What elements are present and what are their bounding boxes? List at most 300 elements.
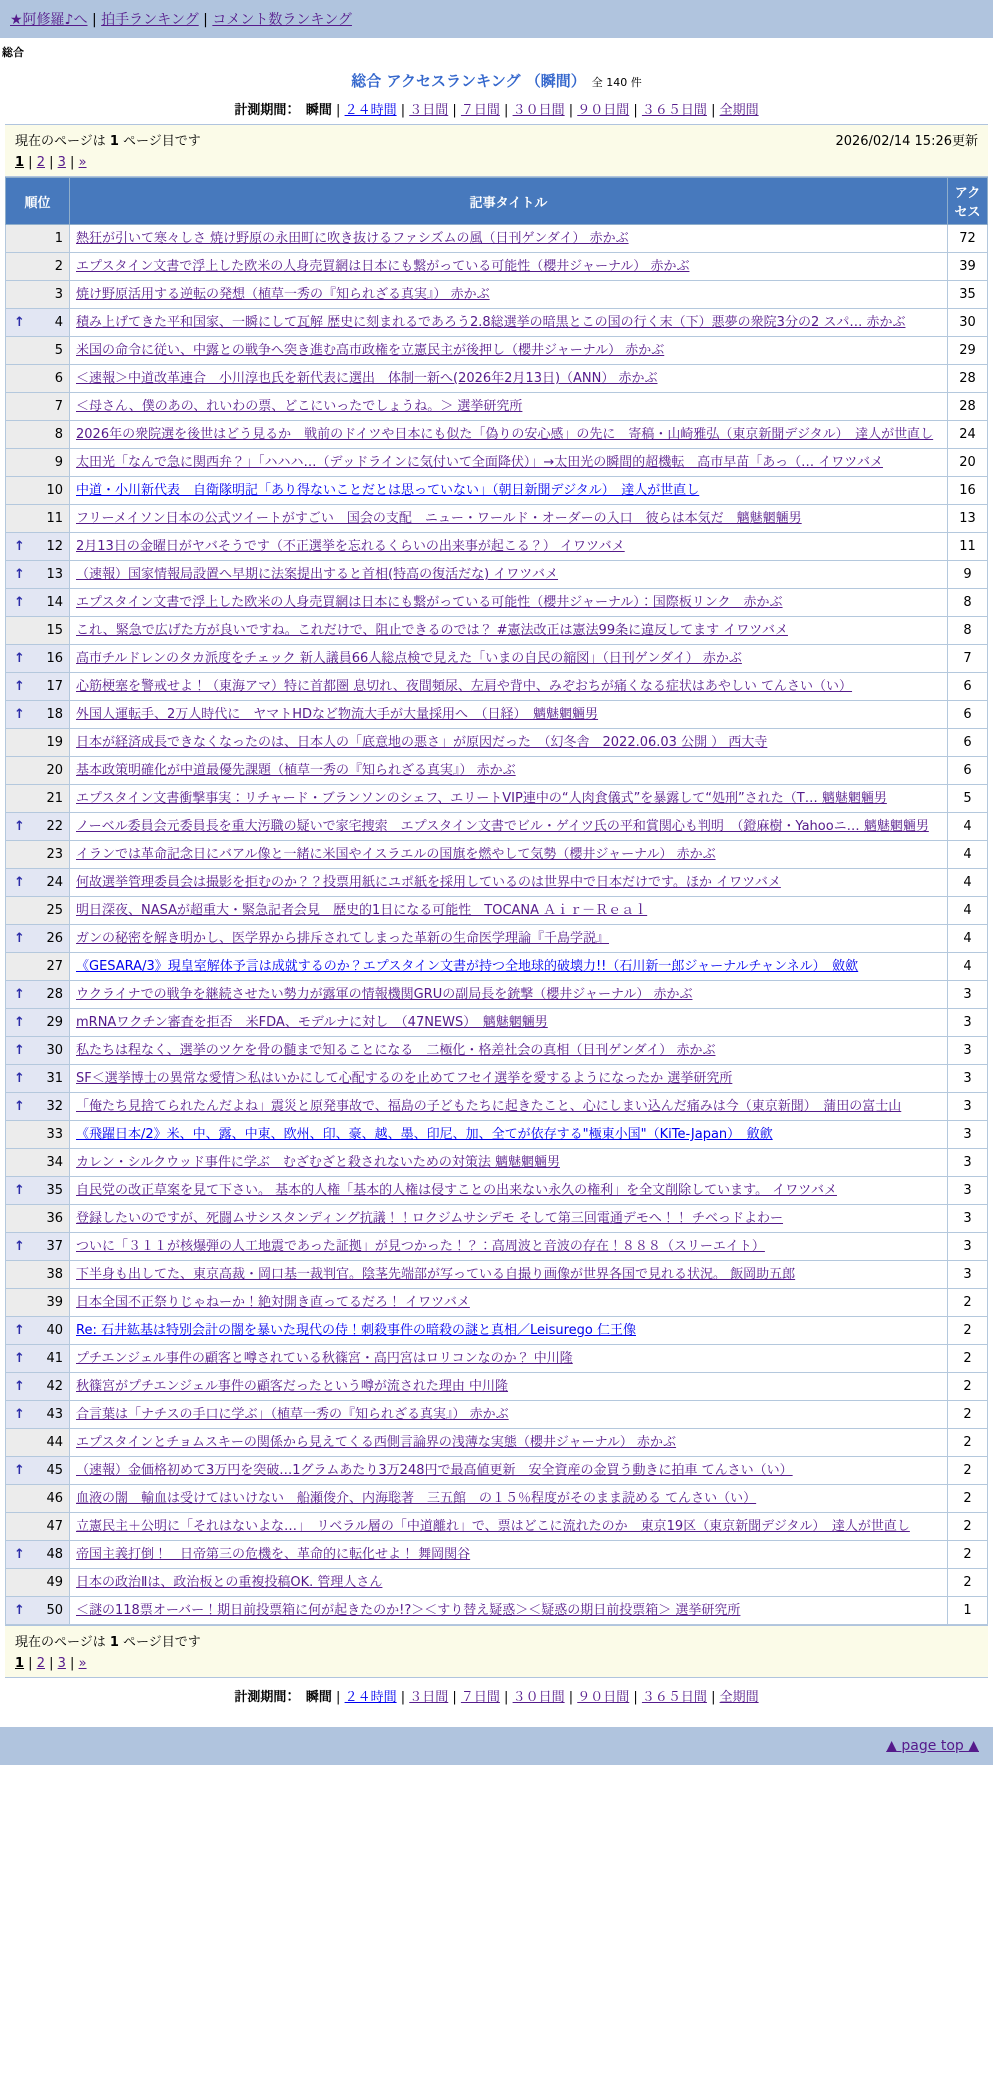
rank-cell — [6, 673, 70, 701]
rank-number: 24 — [46, 875, 63, 890]
article-link[interactable]: 明日深夜、NASAが超重大・緊急記者会見 歴史的1日になる可能性 TOCANA Ａｉｒ－Ｒｅａｌ — [76, 903, 648, 918]
article-link[interactable]: 日本全国不正祭りじゃねーか！絶対開き直ってるだろ！ イワツバメ — [76, 1295, 470, 1310]
title-cell — [70, 533, 948, 561]
period-link[interactable]: 全期間 — [719, 103, 759, 118]
rank-cell — [6, 757, 70, 785]
access-count: 28 — [948, 365, 988, 393]
table-row — [6, 1149, 988, 1177]
rank-number: 17 — [46, 679, 63, 694]
ranking-table — [5, 177, 988, 1625]
rank-number: 44 — [46, 1435, 63, 1450]
article-link[interactable]: 《GESARA/3》現皇室解体予言は成就するのか？エプスタイン文書が持つ全地球的破壊力!!（石川新一郎ジャーナルチャンネル） 斂歛 — [76, 959, 859, 974]
pagination-current-page: 1 — [15, 1656, 25, 1671]
article-link[interactable]: プチエンジェル事件の顧客と噂されている秋篠宮・高円宮はロリコンなのか？ 中川隆 — [76, 1351, 573, 1366]
rank-cell — [6, 393, 70, 421]
up-arrow-icon: ↑ — [14, 875, 25, 890]
title-cell — [70, 1541, 948, 1569]
title-cell — [70, 365, 948, 393]
rank-number: 50 — [46, 1603, 63, 1618]
title-cell — [70, 1261, 948, 1289]
access-count: 3 — [948, 1177, 988, 1205]
access-count: 4 — [948, 925, 988, 953]
rank-cell — [6, 729, 70, 757]
table-row — [6, 477, 988, 505]
article-link[interactable]: 焼け野原活用する逆転の発想（植草一秀の『知られざる真実』） 赤かぶ — [76, 287, 490, 302]
article-link[interactable]: 自民党の改正草案を見て下さい。 基本的人権「基本的人権は侵すことの出来ない永久の権利」を全文削除しています。 イワツバメ — [76, 1183, 837, 1198]
rank-cell — [6, 617, 70, 645]
title-cell — [70, 757, 948, 785]
access-count: 4 — [948, 953, 988, 981]
period-selector-bottom: 計測期間： 瞬間 | ２４時間 | ３日間 | ７日間 | ３０日間 | ９０日間 | ３６５日間 | 全期間 — [234, 1690, 759, 1705]
article-link[interactable]: 積み上げてきた平和国家、一瞬にして瓦解 歴史に刻まれるであろう2.8総選挙の暗黒とこの国の行く末（下）悪夢の衆院3分の2 スパ… 赤かぶ — [76, 315, 906, 330]
title-cell — [70, 1569, 948, 1597]
rank-cell — [6, 533, 70, 561]
period-link[interactable]: ７日間 — [460, 1690, 500, 1705]
period-link[interactable]: 全期間 — [719, 1690, 759, 1705]
rank-cell — [6, 1037, 70, 1065]
rank-cell — [6, 701, 70, 729]
access-count: 20 — [948, 449, 988, 477]
article-link[interactable]: ついに「３１１が核爆弾の人工地震であった証拠」が見つかった！？：高周波と音波の存在！８８８（スリーエイト） — [76, 1239, 765, 1254]
pagination-link[interactable]: 2 — [36, 155, 45, 170]
access-count: 4 — [948, 897, 988, 925]
up-arrow-icon: ↑ — [14, 1547, 25, 1562]
up-arrow-icon: ↑ — [14, 1239, 25, 1254]
rank-number: 34 — [46, 1155, 63, 1170]
table-row — [6, 897, 988, 925]
access-count: 35 — [948, 281, 988, 309]
title-cell — [70, 1093, 948, 1121]
access-count: 3 — [948, 1093, 988, 1121]
up-arrow-icon: ↑ — [14, 315, 25, 330]
rank-cell — [6, 365, 70, 393]
title-cell — [70, 673, 948, 701]
rank-cell — [6, 561, 70, 589]
page-top-link[interactable]: ▲ page top ▲ — [886, 1738, 979, 1754]
title-cell — [70, 561, 948, 589]
up-arrow-icon: ↑ — [14, 567, 25, 582]
article-link[interactable]: エプスタイン文書で浮上した欧米の人身売買網は日本にも繋がっている可能性（櫻井ジャーナル）：国際板リンク 赤かぶ — [76, 595, 783, 610]
period-label: 計測期間： — [234, 103, 306, 118]
rank-number: 30 — [46, 1043, 63, 1058]
title-cell — [70, 281, 948, 309]
article-link[interactable]: ＜速報＞中道改革連合 小川淳也氏を新代表に選出 体制一新へ(2026年2月13日)（ANN） 赤かぶ — [76, 371, 658, 386]
access-count: 3 — [948, 1009, 988, 1037]
up-arrow-icon: ↑ — [14, 1183, 25, 1198]
access-count: 6 — [948, 729, 988, 757]
title-cell — [70, 1429, 948, 1457]
up-arrow-icon: ↑ — [14, 1379, 25, 1394]
rank-cell — [6, 897, 70, 925]
article-link[interactable]: 基本政策明確化が中道最優先課題（植草一秀の『知られざる真実』） 赤かぶ — [76, 763, 516, 778]
title-cell — [70, 869, 948, 897]
title-cell — [70, 393, 948, 421]
article-link[interactable]: 中道・小川新代表 自衛隊明記「あり得ないことだとは思っていない」（朝日新聞デジタル） 達人が世直し — [76, 483, 700, 498]
table-row — [6, 1093, 988, 1121]
rank-number: 49 — [46, 1575, 63, 1590]
rank-cell — [6, 1597, 70, 1625]
title-cell — [70, 841, 948, 869]
title-cell — [70, 1177, 948, 1205]
page-info-box-bottom — [5, 1625, 988, 1678]
up-arrow-icon: ↑ — [14, 539, 25, 554]
article-link[interactable]: イランでは革命記念日にバアル像と一緒に米国やイスラエルの国旗を燃やして気勢（櫻井ジャーナル） 赤かぶ — [76, 847, 716, 862]
title-cell — [70, 1513, 948, 1541]
article-link[interactable]: ＜母さん、僕のあの、れいわの票、どこにいったでしょうね。＞ 選挙研究所 — [76, 399, 523, 414]
table-row — [6, 281, 988, 309]
updated-timestamp: 2026/02/14 15:26更新 — [835, 134, 978, 149]
bottom-bar — [0, 1727, 993, 1765]
rank-cell — [6, 645, 70, 673]
period-link[interactable]: ３６５日間 — [641, 1690, 707, 1705]
pagination-link[interactable]: » — [78, 1656, 87, 1671]
access-count: 3 — [948, 1261, 988, 1289]
article-link[interactable]: 登録したいのですが、死闘ムサシスタンディング抗議！！ロクジムサシデモ そして第三回電通デモへ！！ チベっドよわー — [76, 1211, 784, 1226]
up-arrow-icon: ↑ — [14, 1099, 25, 1114]
table-row — [6, 1429, 988, 1457]
bottom-whitespace — [0, 1765, 993, 1855]
table-row — [6, 981, 988, 1009]
access-count: 1 — [948, 1597, 988, 1625]
table-row — [6, 365, 988, 393]
access-count: 13 — [948, 505, 988, 533]
up-arrow-icon: ↑ — [14, 1015, 25, 1030]
rank-cell — [6, 421, 70, 449]
table-row — [6, 533, 988, 561]
title-cell — [70, 1065, 948, 1093]
rank-number: 35 — [46, 1183, 63, 1198]
section-label: 総合 — [2, 46, 24, 59]
up-arrow-icon: ↑ — [14, 1351, 25, 1366]
access-count: 3 — [948, 981, 988, 1009]
article-link[interactable]: エプスタイン文書で浮上した欧米の人身売買網は日本にも繋がっている可能性（櫻井ジャーナル） 赤かぶ — [76, 259, 690, 274]
rank-cell — [6, 1233, 70, 1261]
title-cell — [70, 645, 948, 673]
title-cell — [70, 729, 948, 757]
table-row — [6, 645, 988, 673]
rank-cell — [6, 253, 70, 281]
access-count: 3 — [948, 1233, 988, 1261]
article-link[interactable]: 外国人運転手、2万人時代に ヤマトHDなど物流大手が大量採用へ （日経） 魑魅魍魎男 — [76, 707, 599, 722]
table-row — [6, 1009, 988, 1037]
up-arrow-icon: ↑ — [14, 1071, 25, 1086]
rank-cell — [6, 953, 70, 981]
rank-number: 29 — [46, 1015, 63, 1030]
rank-cell — [6, 1429, 70, 1457]
title-cell — [70, 309, 948, 337]
up-arrow-icon: ↑ — [14, 987, 25, 1002]
rank-cell — [6, 477, 70, 505]
article-link[interactable]: フリーメイソン日本の公式ツイートがすごい 国会の支配 ニュー・ワールド・オーダーの入口 彼らは本気だ 魑魅魍魎男 — [76, 511, 802, 526]
rank-number: 1 — [54, 231, 63, 246]
rank-number: 2 — [54, 259, 63, 274]
access-count: 3 — [948, 1037, 988, 1065]
access-count: 2 — [948, 1569, 988, 1597]
period-link[interactable]: ３６５日間 — [641, 103, 707, 118]
title-cell — [70, 617, 948, 645]
rank-cell — [6, 1373, 70, 1401]
article-link[interactable]: 米国の命令に従い、中露との戦争へ突き進む高市政権を立憲民主が後押し（櫻井ジャーナル） 赤かぶ — [76, 343, 665, 358]
rank-cell — [6, 1401, 70, 1429]
rank-number: 41 — [46, 1351, 63, 1366]
period-label: 計測期間： — [234, 1690, 306, 1705]
period-link[interactable]: ９０日間 — [577, 103, 630, 118]
title-cell — [70, 981, 948, 1009]
article-link[interactable]: 何故選挙管理委員会は撮影を拒むのか？？投票用紙にユポ紙を採用しているのは世界中で日本だけです。ほか イワツバメ — [76, 875, 781, 890]
rank-cell — [6, 1205, 70, 1233]
up-arrow-icon: ↑ — [14, 1323, 25, 1338]
rank-cell — [6, 1317, 70, 1345]
rank-cell — [6, 1485, 70, 1513]
title-cell — [70, 1485, 948, 1513]
title-cell — [70, 1121, 948, 1149]
period-link[interactable]: ３日間 — [409, 103, 449, 118]
article-link[interactable]: これ、緊急で広げた方が良いですね。これだけで、阻止できるのでは？ #憲法改正は憲法99条に違反してます イワツバメ — [76, 623, 788, 638]
access-count: 6 — [948, 673, 988, 701]
access-count: 72 — [948, 225, 988, 253]
table-header-row — [6, 178, 988, 225]
rank-number: 18 — [46, 707, 63, 722]
article-link[interactable]: ウクライナでの戦争を継続させたい勢力が露軍の情報機関GRUの副局長を銃撃（櫻井ジャーナル） 赤かぶ — [76, 987, 693, 1002]
period-link[interactable]: ９０日間 — [577, 1690, 630, 1705]
article-link[interactable]: 心筋梗塞を警戒せよ！（東海アマ）特に首都圏 息切れ、夜間頻尿、左肩や背中、みぞおちが痛くなる症状はあやしい てんさい（い） — [76, 679, 853, 694]
title-cell — [70, 1233, 948, 1261]
pagination-bottom: 1 | 2 | 3 | » — [15, 1656, 87, 1671]
access-count: 11 — [948, 533, 988, 561]
rank-number: 13 — [46, 567, 63, 582]
article-link[interactable]: SF＜選挙博士の異常な愛情＞私はいかにして心配するのを止めてフセイ選挙を愛するようになったか 選挙研究所 — [76, 1071, 733, 1086]
pagination-link[interactable]: » — [78, 155, 87, 170]
rank-cell — [6, 1149, 70, 1177]
rank-cell — [6, 1009, 70, 1037]
up-arrow-icon: ↑ — [14, 1407, 25, 1422]
rank-cell — [6, 505, 70, 533]
up-arrow-icon: ↑ — [14, 651, 25, 666]
table-row — [6, 1177, 988, 1205]
article-link[interactable]: 「俺たち見捨てられたんだよね」震災と原発事故で、福島の子どもたちに起きたこと、心にしまい込んだ痛みは今（東京新聞） 蒲田の富士山 — [76, 1099, 902, 1114]
access-count: 2 — [948, 1373, 988, 1401]
article-link[interactable]: 高市チルドレンのタカ派度をチェック 新人議員66人総点検で見えた「いまの自民の縮図」（日刊ゲンダイ） 赤かぶ — [76, 651, 742, 666]
article-link[interactable]: 帝国主義打倒！ 日帝第三の危機を、革命的に転化せよ！ 舞岡関谷 — [76, 1547, 471, 1562]
access-count: 2 — [948, 1513, 988, 1541]
column-header-access: アクセス — [948, 178, 988, 225]
up-arrow-icon: ↑ — [14, 1463, 25, 1478]
article-link[interactable]: エプスタインとチョムスキーの関係から見えてくる西側言論界の浅薄な実態（櫻井ジャーナル） 赤かぶ — [76, 1435, 677, 1450]
rank-number: 43 — [46, 1407, 63, 1422]
period-link[interactable]: ２４時間 — [344, 1690, 397, 1705]
rank-cell — [6, 1261, 70, 1289]
period-link[interactable]: ３日間 — [409, 1690, 449, 1705]
column-header-rank: 順位 — [6, 178, 70, 225]
title-cell — [70, 253, 948, 281]
period-current: 瞬間 — [305, 1690, 332, 1705]
table-row — [6, 1261, 988, 1289]
rank-cell — [6, 841, 70, 869]
rank-cell — [6, 1345, 70, 1373]
rank-number: 8 — [54, 427, 63, 442]
access-count: 30 — [948, 309, 988, 337]
article-link[interactable]: 秋篠宮がプチエンジェル事件の顧客だったという噂が流された理由 中川隆 — [76, 1379, 509, 1394]
article-link[interactable]: 2月13日の金曜日がヤバそうです（不正選挙を忘れるくらいの出来事が起こる？） イワツバメ — [76, 539, 625, 554]
pagination-link[interactable]: 3 — [57, 155, 66, 170]
rank-number: 46 — [46, 1491, 63, 1506]
title-cell — [70, 785, 948, 813]
article-link[interactable]: 私たちは程なく、選挙のツケを骨の髄まで知ることになる 二極化・格差社会の真相（日刊ゲンダイ） 赤かぶ — [76, 1043, 716, 1058]
table-row — [6, 1373, 988, 1401]
access-count: 2 — [948, 1345, 988, 1373]
up-arrow-icon: ↑ — [14, 819, 25, 834]
rank-number: 14 — [46, 595, 63, 610]
title-cell — [70, 813, 948, 841]
title-cell — [70, 477, 948, 505]
title-cell — [70, 505, 948, 533]
title-cell — [70, 1373, 948, 1401]
title-cell — [70, 449, 948, 477]
table-row — [6, 505, 988, 533]
pagination-link[interactable]: 3 — [57, 1656, 66, 1671]
access-count: 2 — [948, 1485, 988, 1513]
table-row — [6, 1345, 988, 1373]
pagination-link[interactable]: 2 — [36, 1656, 45, 1671]
access-count: 2 — [948, 1289, 988, 1317]
table-row — [6, 701, 988, 729]
access-count: 7 — [948, 645, 988, 673]
article-link[interactable]: ノーベル委員会元委員長を重大汚職の疑いで家宅捜索 エプスタイン文書でビル・ゲイツ氏の平和賞関心も判明 （鐙麻樹・Yahooニ… 魑魅魍魎男 — [76, 819, 929, 834]
rank-cell — [6, 785, 70, 813]
article-link[interactable]: 熱狂が引いて寒々しさ 焼け野原の永田町に吹き抜けるファシズムの風（日刊ゲンダイ） 赤かぶ — [76, 231, 629, 246]
title-cell — [70, 1205, 948, 1233]
table-row — [6, 1037, 988, 1065]
title-cell — [70, 225, 948, 253]
article-link[interactable]: 血液の闇 輸血は受けてはいけない 船瀬俊介、内海聡著 三五館 の１５％程度がそのまま読める てんさい（い） — [76, 1491, 757, 1506]
title-cell — [70, 1597, 948, 1625]
rank-cell — [6, 589, 70, 617]
table-row — [6, 1513, 988, 1541]
article-link[interactable]: 合言葉は「ナチスの手口に学ぶ」（植草一秀の『知られざる真実』） 赤かぶ — [76, 1407, 509, 1422]
page-info-box-top — [5, 124, 988, 177]
rank-cell — [6, 925, 70, 953]
access-count: 3 — [948, 1149, 988, 1177]
table-row — [6, 617, 988, 645]
title-cell — [70, 1401, 948, 1429]
access-count: 4 — [948, 869, 988, 897]
table-row — [6, 309, 988, 337]
article-link[interactable]: ガンの秘密を解き明かし、医学界から排斥されてしまった革新の生命医学理論『千島学説』 — [76, 931, 610, 946]
table-row — [6, 729, 988, 757]
article-link[interactable]: Re: 石井紘基は特別会計の闇を暴いた現代の侍！刺殺事件の暗殺の謎と真相／Leisurego 仁王像 — [76, 1323, 636, 1338]
article-link[interactable]: 2026年の衆院選を後世はどう見るか 戦前のドイツや日本にも似た「偽りの安心感」の先に 寄稿・山崎雅弘（東京新聞デジタル） 達人が世直し — [76, 427, 934, 442]
rank-number: 25 — [46, 903, 63, 918]
article-link[interactable]: カレン・シルクウッド事件に学ぶ むざむざと殺されないための対策法 魑魅魍魎男 — [76, 1155, 560, 1170]
rank-number: 6 — [54, 371, 63, 386]
top-nav-link[interactable]: ★阿修羅♪へ — [10, 12, 88, 28]
title-cell — [70, 1289, 948, 1317]
rank-number: 37 — [46, 1239, 63, 1254]
table-row — [6, 337, 988, 365]
up-arrow-icon: ↑ — [14, 931, 25, 946]
rank-cell — [6, 449, 70, 477]
rank-number: 11 — [46, 511, 63, 526]
article-link[interactable]: 立憲民主＋公明に「それはないよな…」 リベラル層の「中道離れ」で、票はどこに流れたのか 東京19区（東京新聞デジタル） 達人が世直し — [76, 1519, 910, 1534]
up-arrow-icon: ↑ — [14, 595, 25, 610]
rank-cell — [6, 281, 70, 309]
period-selector-top: 計測期間： 瞬間 | ２４時間 | ３日間 | ７日間 | ３０日間 | ９０日間 | ３６５日間 | 全期間 — [234, 103, 759, 118]
table-row — [6, 225, 988, 253]
article-link[interactable]: mRNAワクチン審査を拒否 米FDA、モデルナに対し （47NEWS） 魑魅魍魎男 — [76, 1015, 548, 1030]
access-count: 29 — [948, 337, 988, 365]
up-arrow-icon: ↑ — [14, 1603, 25, 1618]
pagination-current-page: 1 — [15, 155, 25, 170]
rank-cell — [6, 337, 70, 365]
up-arrow-icon: ↑ — [14, 707, 25, 722]
rank-number: 3 — [54, 287, 63, 302]
access-count: 3 — [948, 1121, 988, 1149]
rank-number: 42 — [46, 1379, 63, 1394]
rank-number: 10 — [46, 483, 63, 498]
table-row — [6, 589, 988, 617]
top-nav-link[interactable]: 拍手ランキング — [101, 12, 199, 28]
rank-number: 20 — [46, 763, 63, 778]
table-row — [6, 253, 988, 281]
access-count: 24 — [948, 421, 988, 449]
title-cell — [70, 897, 948, 925]
rank-cell — [6, 1569, 70, 1597]
title-cell — [70, 1037, 948, 1065]
rank-number: 38 — [46, 1267, 63, 1282]
article-link[interactable]: （速報）金価格初めて3万円を突破…1グラムあたり3万248円で最高値更新 安全資産の金買う動きに拍車 てんさい（い） — [76, 1463, 793, 1478]
article-link[interactable]: （速報）国家情報局設置へ早期に法案提出すると首相(特高の復活だな) イワツバメ — [76, 567, 559, 582]
period-link[interactable]: ７日間 — [460, 103, 500, 118]
article-link[interactable]: 《飛躍日本/2》米、中、露、中東、欧州、印、豪、越、墨、印尼、加、全てが依存する"極東小国"（KiTe-Japan） 斂歛 — [76, 1127, 773, 1142]
rank-number: 7 — [54, 399, 63, 414]
ranking-title: 総合 アクセスランキング （瞬間） — [351, 72, 586, 90]
rank-cell — [6, 813, 70, 841]
rank-cell — [6, 1121, 70, 1149]
table-row — [6, 813, 988, 841]
rank-cell — [6, 225, 70, 253]
article-link[interactable]: ＜謎の118票オーバー！期日前投票箱に何が起きたのか!?＞＜すり替え疑惑＞＜疑惑の期日前投票箱＞ 選挙研究所 — [76, 1603, 741, 1618]
access-count: 8 — [948, 617, 988, 645]
access-count: 16 — [948, 477, 988, 505]
title-cell — [70, 1009, 948, 1037]
top-nav-link[interactable]: コメント数ランキング — [212, 12, 352, 28]
rank-cell — [6, 1541, 70, 1569]
table-row — [6, 757, 988, 785]
rank-number: 27 — [46, 959, 63, 974]
table-row — [6, 1065, 988, 1093]
access-count: 4 — [948, 841, 988, 869]
rank-number: 32 — [46, 1099, 63, 1114]
article-link[interactable]: 日本の政治Ⅱは、政治板との重複投稿OK. 管理人さん — [76, 1575, 383, 1590]
period-link[interactable]: ２４時間 — [344, 103, 397, 118]
article-link[interactable]: 太田光「なんで急に関西弁？」「ハハハ…（デッドラインに気付いて全面降伏）」→太田光の瞬間的超機転 高市早苗「あっ（… イワツバメ — [76, 455, 883, 470]
article-link[interactable]: 日本が経済成長できなくなったのは、日本人の「底意地の悪さ」が原因だった （幻冬舎 2022.06.03 公開 ） 西大寺 — [76, 735, 768, 750]
pagination-top: 1 | 2 | 3 | » — [15, 155, 87, 170]
rank-number: 33 — [46, 1127, 63, 1142]
rank-number: 48 — [46, 1547, 63, 1562]
table-row — [6, 1317, 988, 1345]
rank-cell — [6, 309, 70, 337]
period-link[interactable]: ３０日間 — [512, 103, 565, 118]
period-link[interactable]: ３０日間 — [512, 1690, 565, 1705]
table-row — [6, 785, 988, 813]
article-link[interactable]: エプスタイン文書衝撃事実：リチャード・ブランソンのシェフ、エリートVIP連中の“人肉食儀式”を暴露して“処刑”された（T… 魑魅魍魎男 — [76, 791, 887, 806]
access-count: 2 — [948, 1429, 988, 1457]
period-current: 瞬間 — [305, 103, 332, 118]
rank-number: 26 — [46, 931, 63, 946]
table-row — [6, 869, 988, 897]
article-link[interactable]: 下半身も出してた、東京高裁・岡口基一裁判官。陰茎先端部が写っている自撮り画像が世界各国で見れる状況。 飯岡助五郎 — [76, 1267, 796, 1282]
